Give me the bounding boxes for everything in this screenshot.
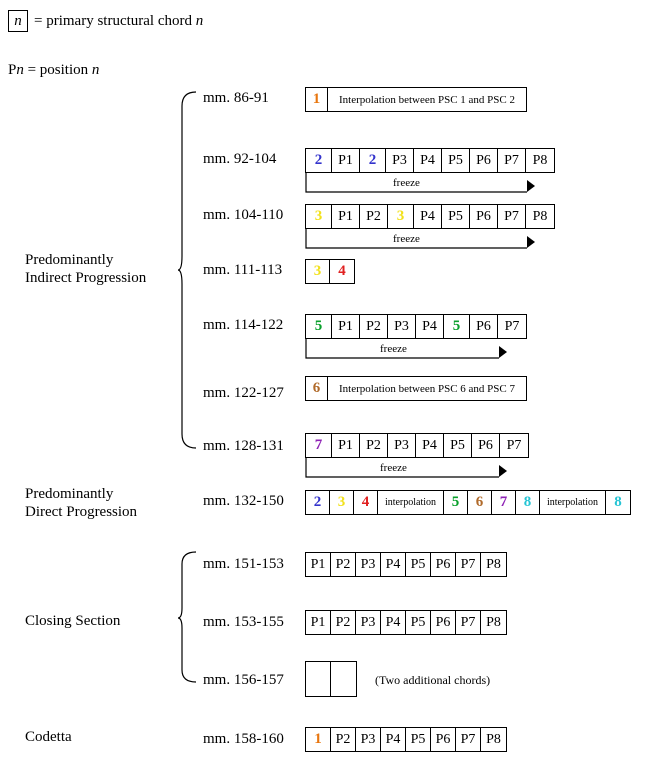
note-two-additional-chords: (Two additional chords) xyxy=(375,673,491,687)
psc-cell: 3 xyxy=(306,205,332,228)
psc-cell: 1 xyxy=(306,728,331,751)
measure-label-mm-114-122: mm. 114-122 xyxy=(203,317,284,333)
psc-cell: 2 xyxy=(306,149,332,172)
position-cell: P1 xyxy=(332,434,360,457)
section-label-codetta-line1: Codetta xyxy=(25,729,72,745)
psc-cell: 5 xyxy=(444,491,468,514)
position-cell: P3 xyxy=(388,315,416,338)
psc-cell: 7 xyxy=(306,434,332,457)
legend xyxy=(8,8,203,34)
blank-cell xyxy=(306,662,331,696)
position-cell: P6 xyxy=(470,149,498,172)
section-label-indirect-line1: Predominantly xyxy=(25,252,114,268)
measure-label-mm-128-131: mm. 128-131 xyxy=(203,438,284,454)
psc-cell: 2 xyxy=(306,491,330,514)
position-cell: P4 xyxy=(414,205,442,228)
section-label-direct-line2: Direct Progression xyxy=(25,504,138,520)
position-cell: P4 xyxy=(416,315,444,338)
brace-indirect xyxy=(176,90,198,450)
section-label-indirect-line2: Indirect Progression xyxy=(25,270,147,286)
position-cell: P3 xyxy=(356,611,381,634)
position-cell: P5 xyxy=(442,205,470,228)
freeze-label-mm-92-104: freeze xyxy=(393,177,420,189)
position-cell: P4 xyxy=(414,149,442,172)
position-cell: P7 xyxy=(506,437,522,453)
measure-label-mm-122-127: mm. 122-127 xyxy=(203,385,284,401)
position-cell: P6 xyxy=(431,728,456,751)
position-cell: P7 xyxy=(456,728,481,751)
chord-chain-mm-92-104 xyxy=(305,148,555,173)
measure-label-mm-151-153: mm. 151-153 xyxy=(203,556,284,572)
legend-chord-box: n xyxy=(8,10,28,32)
position-cell: P2 xyxy=(331,728,356,751)
position-cell: P1 xyxy=(332,205,360,228)
section-label-direct xyxy=(25,485,137,521)
position-cell: P2 xyxy=(360,434,388,457)
interpolation-cell: interpolation xyxy=(378,491,444,514)
psc-cell: 4 xyxy=(338,263,346,279)
chord-chain-mm-104-110 xyxy=(305,204,555,229)
interpolation-cell: interpolation xyxy=(540,491,606,514)
position-cell: P8 xyxy=(532,208,548,224)
measure-label-mm-153-155: mm. 153-155 xyxy=(203,614,284,630)
section-label-closing xyxy=(25,612,120,630)
freeze-label-mm-114-122: freeze xyxy=(380,343,407,355)
section-label-indirect xyxy=(25,251,146,287)
position-cell: P4 xyxy=(381,728,406,751)
legend-row-position xyxy=(8,62,99,79)
psc-cell: 3 xyxy=(388,205,414,228)
position-cell: P5 xyxy=(444,434,472,457)
position-cell: P3 xyxy=(386,149,414,172)
measure-label-mm-158-160: mm. 158-160 xyxy=(203,731,284,747)
section-label-direct-line1: Predominantly xyxy=(25,486,114,502)
position-cell: P3 xyxy=(388,434,416,457)
chord-chain-mm-114-122 xyxy=(305,314,527,339)
position-cell: P8 xyxy=(486,731,501,747)
freeze-arrow-mm-92-104 xyxy=(305,172,535,198)
interpolation-cell: Interpolation between PSC 6 and PSC 7 xyxy=(339,382,515,395)
section-label-closing-line1: Closing Section xyxy=(25,613,121,629)
chord-chain-mm-153-155 xyxy=(305,610,507,635)
position-cell: P2 xyxy=(331,553,356,576)
position-cell: P5 xyxy=(442,149,470,172)
position-cell: P7 xyxy=(456,553,481,576)
psc-cell: 2 xyxy=(360,149,386,172)
position-cell: P2 xyxy=(360,315,388,338)
freeze-label-mm-104-110: freeze xyxy=(393,233,420,245)
measure-label-mm-156-157: mm. 156-157 xyxy=(203,672,284,688)
position-cell: P1 xyxy=(306,553,331,576)
interpolation-cell: Interpolation between PSC 1 and PSC 2 xyxy=(339,93,515,106)
position-cell: P6 xyxy=(431,611,456,634)
position-cell: P2 xyxy=(360,205,388,228)
position-cell: P4 xyxy=(381,553,406,576)
psc-cell: 8 xyxy=(614,494,622,510)
position-cell: P7 xyxy=(498,149,526,172)
psc-cell: 3 xyxy=(330,491,354,514)
position-cell: P3 xyxy=(356,553,381,576)
position-cell: P1 xyxy=(306,611,331,634)
chord-chain-mm-156-157 xyxy=(305,661,357,697)
measure-label-mm-132-150: mm. 132-150 xyxy=(203,493,284,509)
psc-cell: 3 xyxy=(306,260,330,283)
blank-cell xyxy=(331,662,356,696)
chord-chain-mm-122-127 xyxy=(305,376,527,401)
position-cell: P5 xyxy=(406,553,431,576)
position-cell: P4 xyxy=(416,434,444,457)
psc-cell: 7 xyxy=(492,491,516,514)
legend-chord-text: = primary structural chord n xyxy=(34,12,204,29)
psc-cell: 1 xyxy=(306,88,328,111)
chord-chain-mm-128-131 xyxy=(305,433,529,458)
position-cell: P3 xyxy=(356,728,381,751)
psc-cell: 5 xyxy=(444,315,470,338)
position-cell: P6 xyxy=(472,434,500,457)
position-cell: P8 xyxy=(532,152,548,168)
position-cell: P1 xyxy=(332,315,360,338)
position-cell: P8 xyxy=(486,556,501,572)
position-cell: P1 xyxy=(332,149,360,172)
psc-cell: 6 xyxy=(306,377,328,400)
psc-cell: 8 xyxy=(516,491,540,514)
legend-row-chord xyxy=(8,8,203,34)
measure-label-mm-92-104: mm. 92-104 xyxy=(203,151,277,167)
psc-cell: 6 xyxy=(468,491,492,514)
chord-chain-mm-111-113 xyxy=(305,259,355,284)
position-cell: P7 xyxy=(456,611,481,634)
chord-chain-mm-158-160 xyxy=(305,727,507,752)
section-label-codetta xyxy=(25,728,72,746)
psc-cell: 5 xyxy=(306,315,332,338)
brace-closing xyxy=(176,550,198,685)
position-cell: P6 xyxy=(470,205,498,228)
position-cell: P7 xyxy=(504,318,520,334)
freeze-arrow-mm-104-110 xyxy=(305,228,535,254)
position-cell: P5 xyxy=(406,728,431,751)
psc-cell: 4 xyxy=(354,491,378,514)
measure-label-mm-104-110: mm. 104-110 xyxy=(203,207,284,223)
position-cell: P5 xyxy=(406,611,431,634)
freeze-label-mm-128-131: freeze xyxy=(380,462,407,474)
legend-position-text: Pn = position n xyxy=(8,62,100,78)
chord-chain-mm-86-91 xyxy=(305,87,527,112)
position-cell: P6 xyxy=(470,315,498,338)
position-cell: P8 xyxy=(486,614,501,630)
measure-label-mm-86-91: mm. 86-91 xyxy=(203,90,269,106)
chord-chain-mm-151-153 xyxy=(305,552,507,577)
position-cell: P2 xyxy=(331,611,356,634)
position-cell: P6 xyxy=(431,553,456,576)
position-cell: P7 xyxy=(498,205,526,228)
chord-chain-mm-132-150 xyxy=(305,490,631,515)
measure-label-mm-111-113: mm. 111-113 xyxy=(203,262,283,278)
position-cell: P4 xyxy=(381,611,406,634)
